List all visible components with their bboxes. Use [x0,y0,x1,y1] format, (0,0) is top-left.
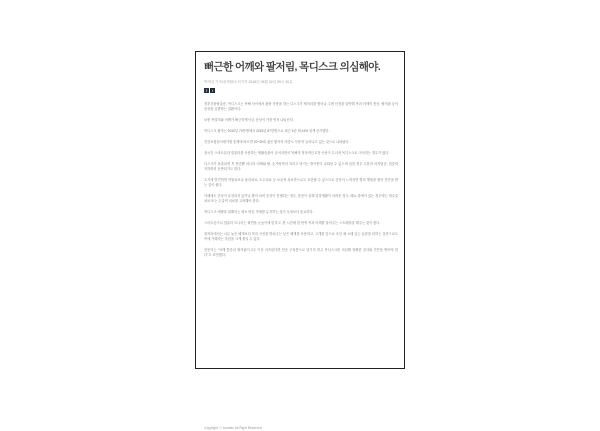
facebook-share-icon[interactable]: f [205,88,208,93]
article-paragraph: 전문의는 "어깨 통증과 팔저림이 2주 이상 지속된다면 단순 근육통으로 넘기지 말고 목디스크를 의심해 정확한 검사와 진단을 받아야 한다"고 조언했다. [204,248,398,257]
article-page [195,51,405,430]
article-byline-row [204,80,398,86]
article-paragraph: 보통 목덜미와 어깨가 뻐근하게 아픈 증상이 가장 먼저 나타난다. [204,118,294,122]
article-paragraph: 스마트폰이나 컴퓨터 모니터는 화면을 눈높이에 맞추고, 한 시간에 한 번씩 목과 어깨를 풀어주는 스트레칭을 해주는 것이 좋다. [204,221,381,225]
share-buttons [204,88,215,93]
article-paragraph: 초기에 발견하면 약물치료나 물리치료, 도수치료 등 보존적 치료만으로도 호전될 수 있으므로 증상이 느껴지면 빨리 병원을 찾아 진단을 받는 것이 좋다. [204,178,398,187]
copyright-row [204,426,398,431]
article-title: 뻐근한 어깨와 팔저림, 목디스크 의심해야. [204,61,381,73]
article-paragraph: 잠자리에서는 너무 높은 베개보다 목의 곡선을 받쳐주는 낮은 베개를 사용하고, 고개를 앞으로 숙인 채 오래 있는 습관을 피하는 것만으로도 목에 가해지는 부담을 크게 줄일 수 있다. [204,232,398,241]
article-paragraph: 경추간판탈출증, 목디스크는 목뼈 사이에서 완충 작용을 하는 디스크가 제자리를 벗어나 주변 신경을 압박해 목과 어깨의 통증, 팔저림 등의 증상을 유발하는 질환이다. [204,102,398,111]
article-paragraph: 건강보험심사평가원 통계에 따르면 20~30대 젊은 환자의 비중도 꾸준히 늘어나고 있는 것으로 나타났다. [204,140,350,144]
article-paragraph: 장시간 스마트폰과 컴퓨터를 사용하는 생활습관이 굳어지면서 목뼈의 정상적인 C자 곡선이 무너져 목디스크로 이어지는 경우가 많다. [204,151,390,155]
twitter-share-icon[interactable]: t [211,88,214,93]
article-body [204,102,398,430]
article-paragraph-list [204,102,398,258]
article-paragraph: 목디스크 환자는 2010년 70만명에서 2015년 87만명으로 최근 5년 새 24% 넘게 증가했다. [204,129,330,133]
article-paragraph: 디스크가 돌출되면 목 통증뿐 아니라 어깨와 팔, 손가락까지 저리고 당기는 방사통이 나타날 수 있으며 심한 경우 두통과 어지럼증, 집중력 저하까지 동반되기도 한다. [204,162,398,171]
copyright-notice: Copyright ⓒ Acrofan All Right Reserved [204,426,262,430]
article-paragraph: 목디스크 예방을 위해서는 평소 바른 자세를 유지하는 것이 무엇보다 중요하다. [204,210,314,214]
article-paragraph: 이때에도 증상이 호전되지 않거나 팔의 마비 증상이 진행되는 경우, 통증이 심해 일상생활이 어려운 경우, 배뇨 장애가 있는 경우에는 비수술 치료 또는 수술적 치료를 고려해야 한다. [204,194,398,203]
article-byline: 박재길 기자/취재팀/수석기자 2016년 05월 30일 09시 30분 [204,80,293,84]
